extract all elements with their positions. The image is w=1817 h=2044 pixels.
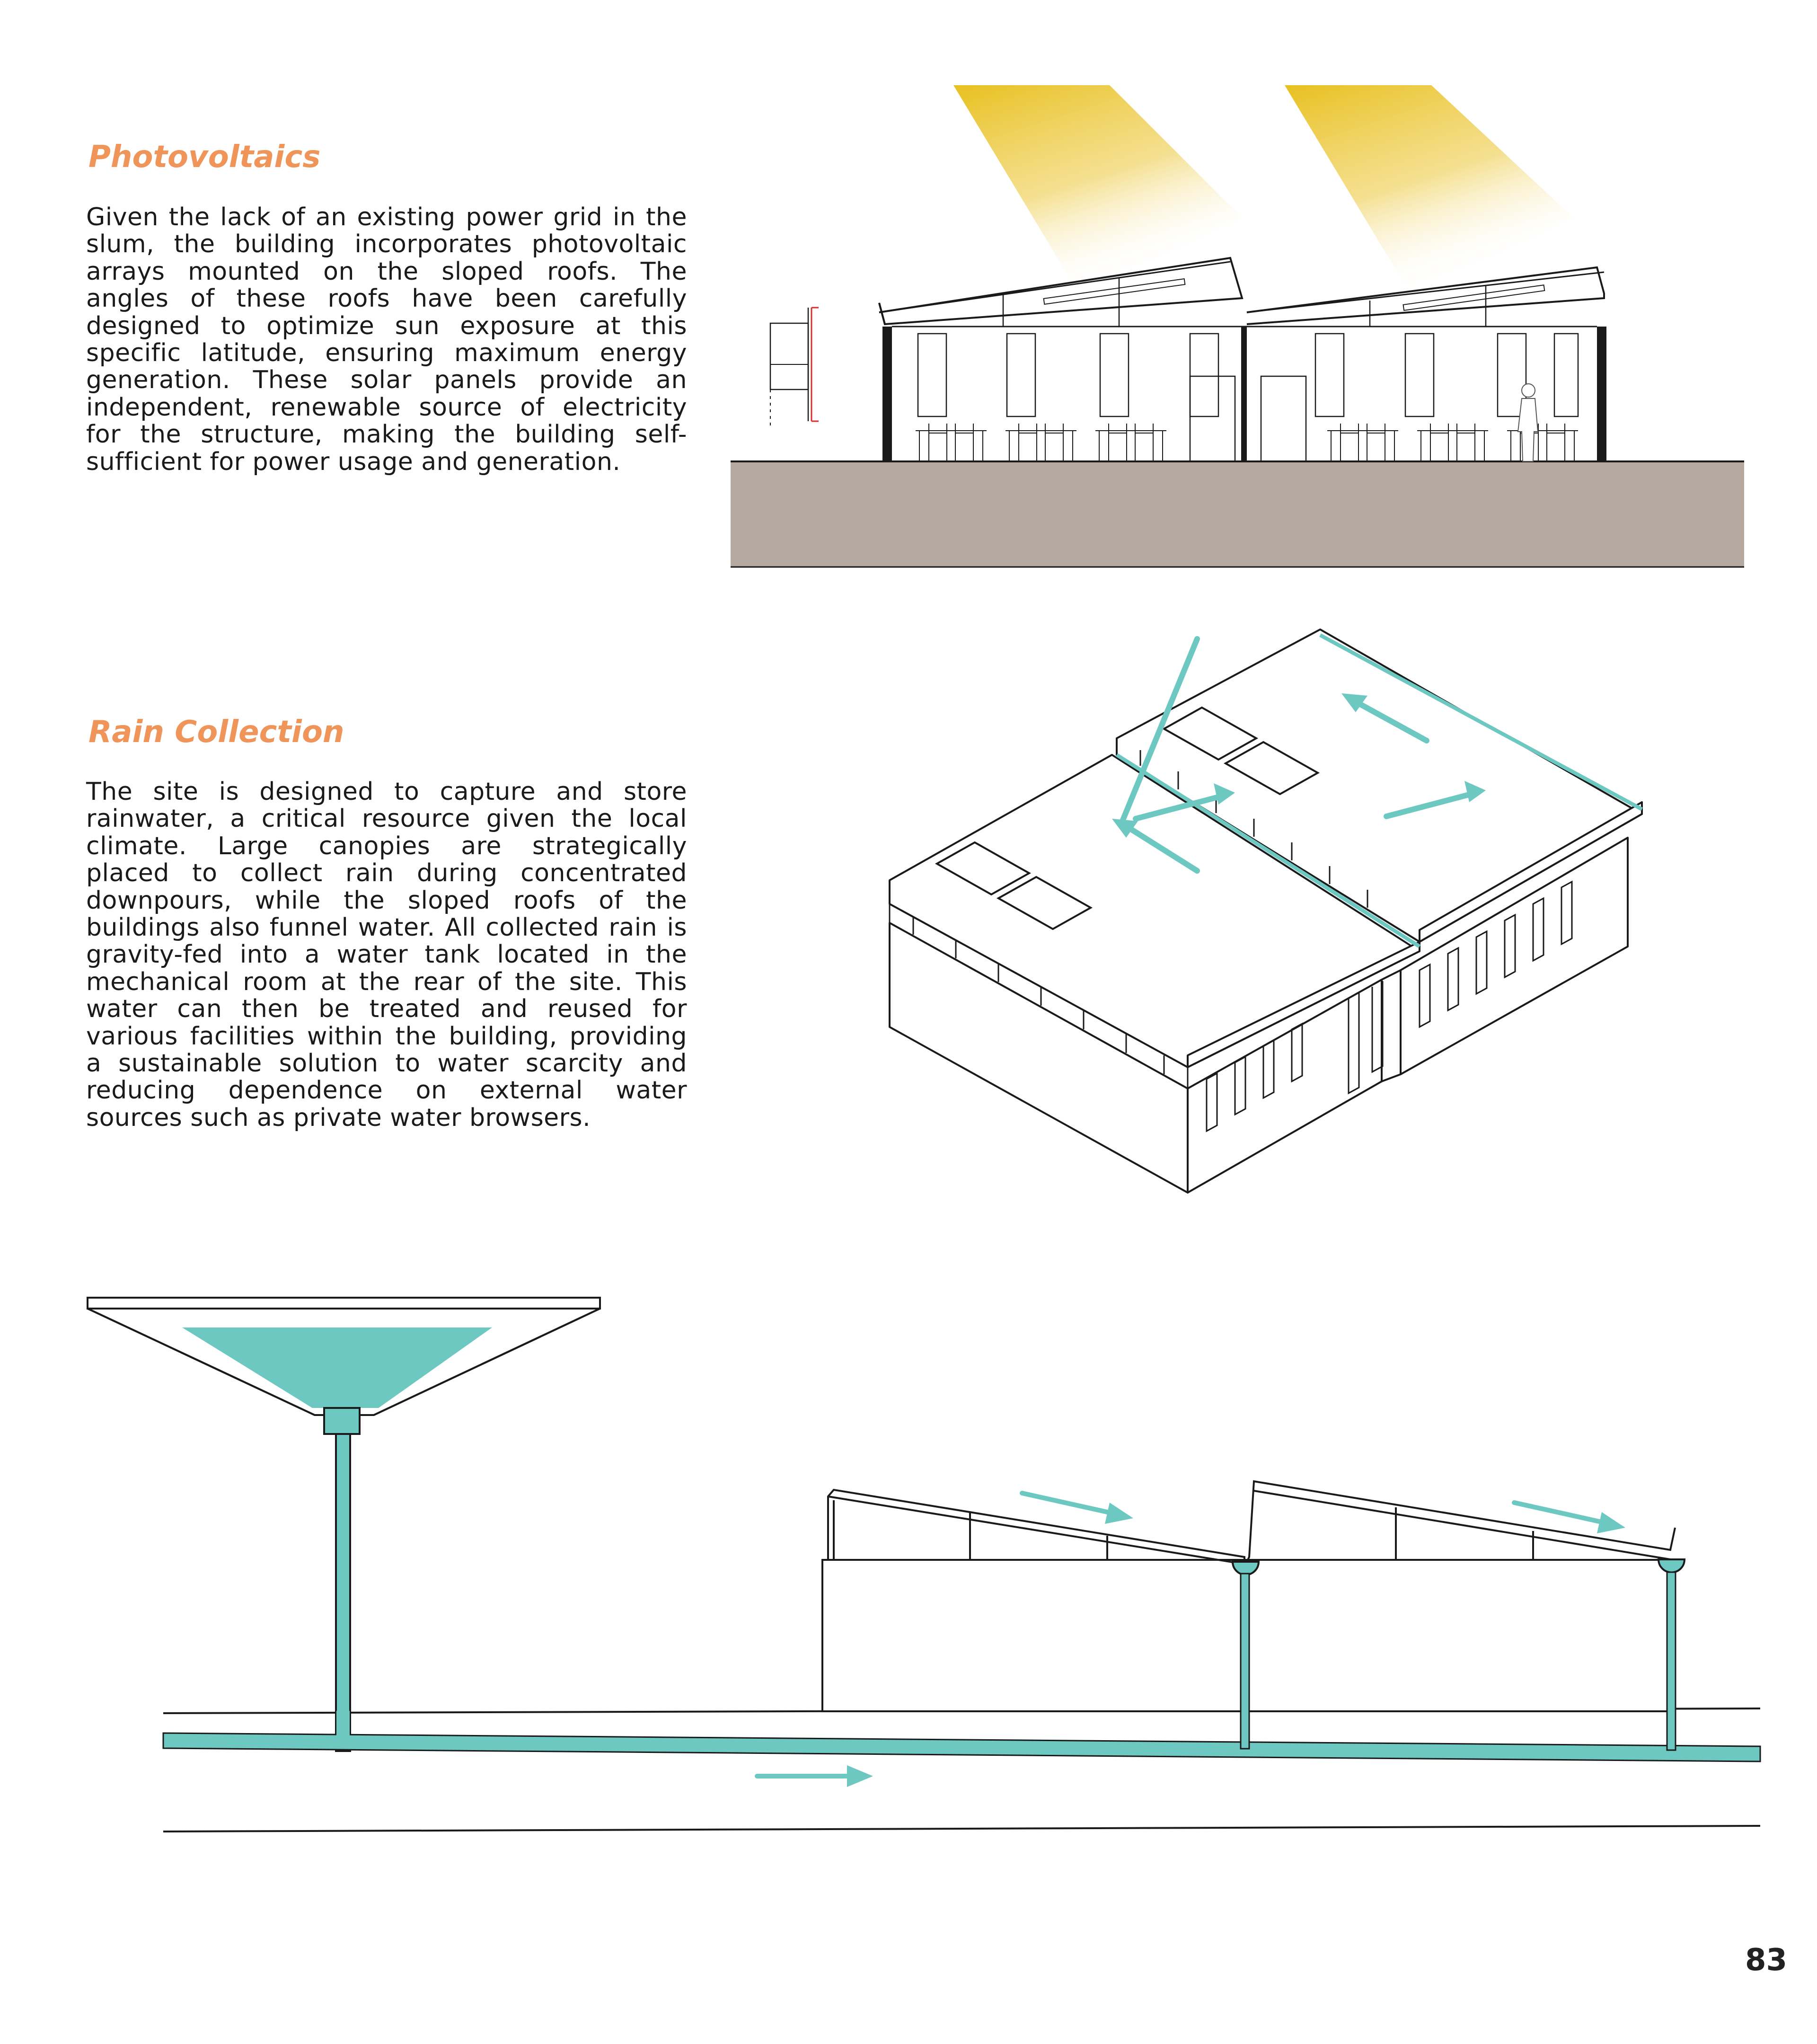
photovoltaics-heading: Photovoltaics bbox=[88, 140, 321, 175]
ground-section bbox=[731, 461, 1744, 567]
sloped-roof-left-section bbox=[828, 1490, 1244, 1566]
water-flow-arrow-icon bbox=[1022, 1493, 1133, 1524]
sun-ray-icon bbox=[1285, 85, 1573, 293]
rain-collection-section-diagram bbox=[0, 1254, 1817, 1869]
rain-collection-axonometric-diagram bbox=[875, 639, 1656, 1207]
photovoltaics-section-diagram bbox=[729, 80, 1751, 577]
scale-bar-icon bbox=[770, 308, 819, 426]
water-flow-arrow-icon bbox=[1514, 1503, 1625, 1533]
underground-water-pipe bbox=[163, 1733, 1760, 1761]
sloped-roof-left bbox=[879, 258, 1242, 327]
photovoltaics-body-text: Given the lack of an existing power grid in the slum, the building incorporates photovoltaic arrays mounted on the sloped roofs. The angles of these roofs have been carefully designed to optimize sun exposure at this specific latitude, ensuring maximum energy generation. These solar panels provide an independent, renewable source of electricity for the structure, making the building self-sufficient for power usage and generation. bbox=[86, 203, 687, 476]
clerestory-windows bbox=[918, 334, 1578, 416]
page-number: 83 bbox=[1745, 1943, 1787, 1978]
rain-canopy bbox=[88, 1298, 600, 1434]
person-icon bbox=[1518, 384, 1538, 461]
door-right bbox=[1261, 376, 1306, 461]
rain-collection-heading: Rain Collection bbox=[88, 715, 344, 750]
door-left bbox=[1190, 376, 1235, 461]
rain-collection-body-text: The site is designed to capture and store rainwater, a critical resource given the local climate. Large canopies are strategically placed to collect rain during concentrated downpours, while the sloped roofs of the buildings also funnel water. All collected rain is gravity-fed into a water tank located in the mechanical room at the rear of the site. This water can then be treated and reused for various facilities within the building, providing a sustainable solution to water scarcity and reducing dependence on external water sources such as private water browsers. bbox=[86, 778, 687, 1132]
water-flow-arrow-icon bbox=[757, 1765, 873, 1787]
canopy-downpipe bbox=[336, 1434, 350, 1751]
